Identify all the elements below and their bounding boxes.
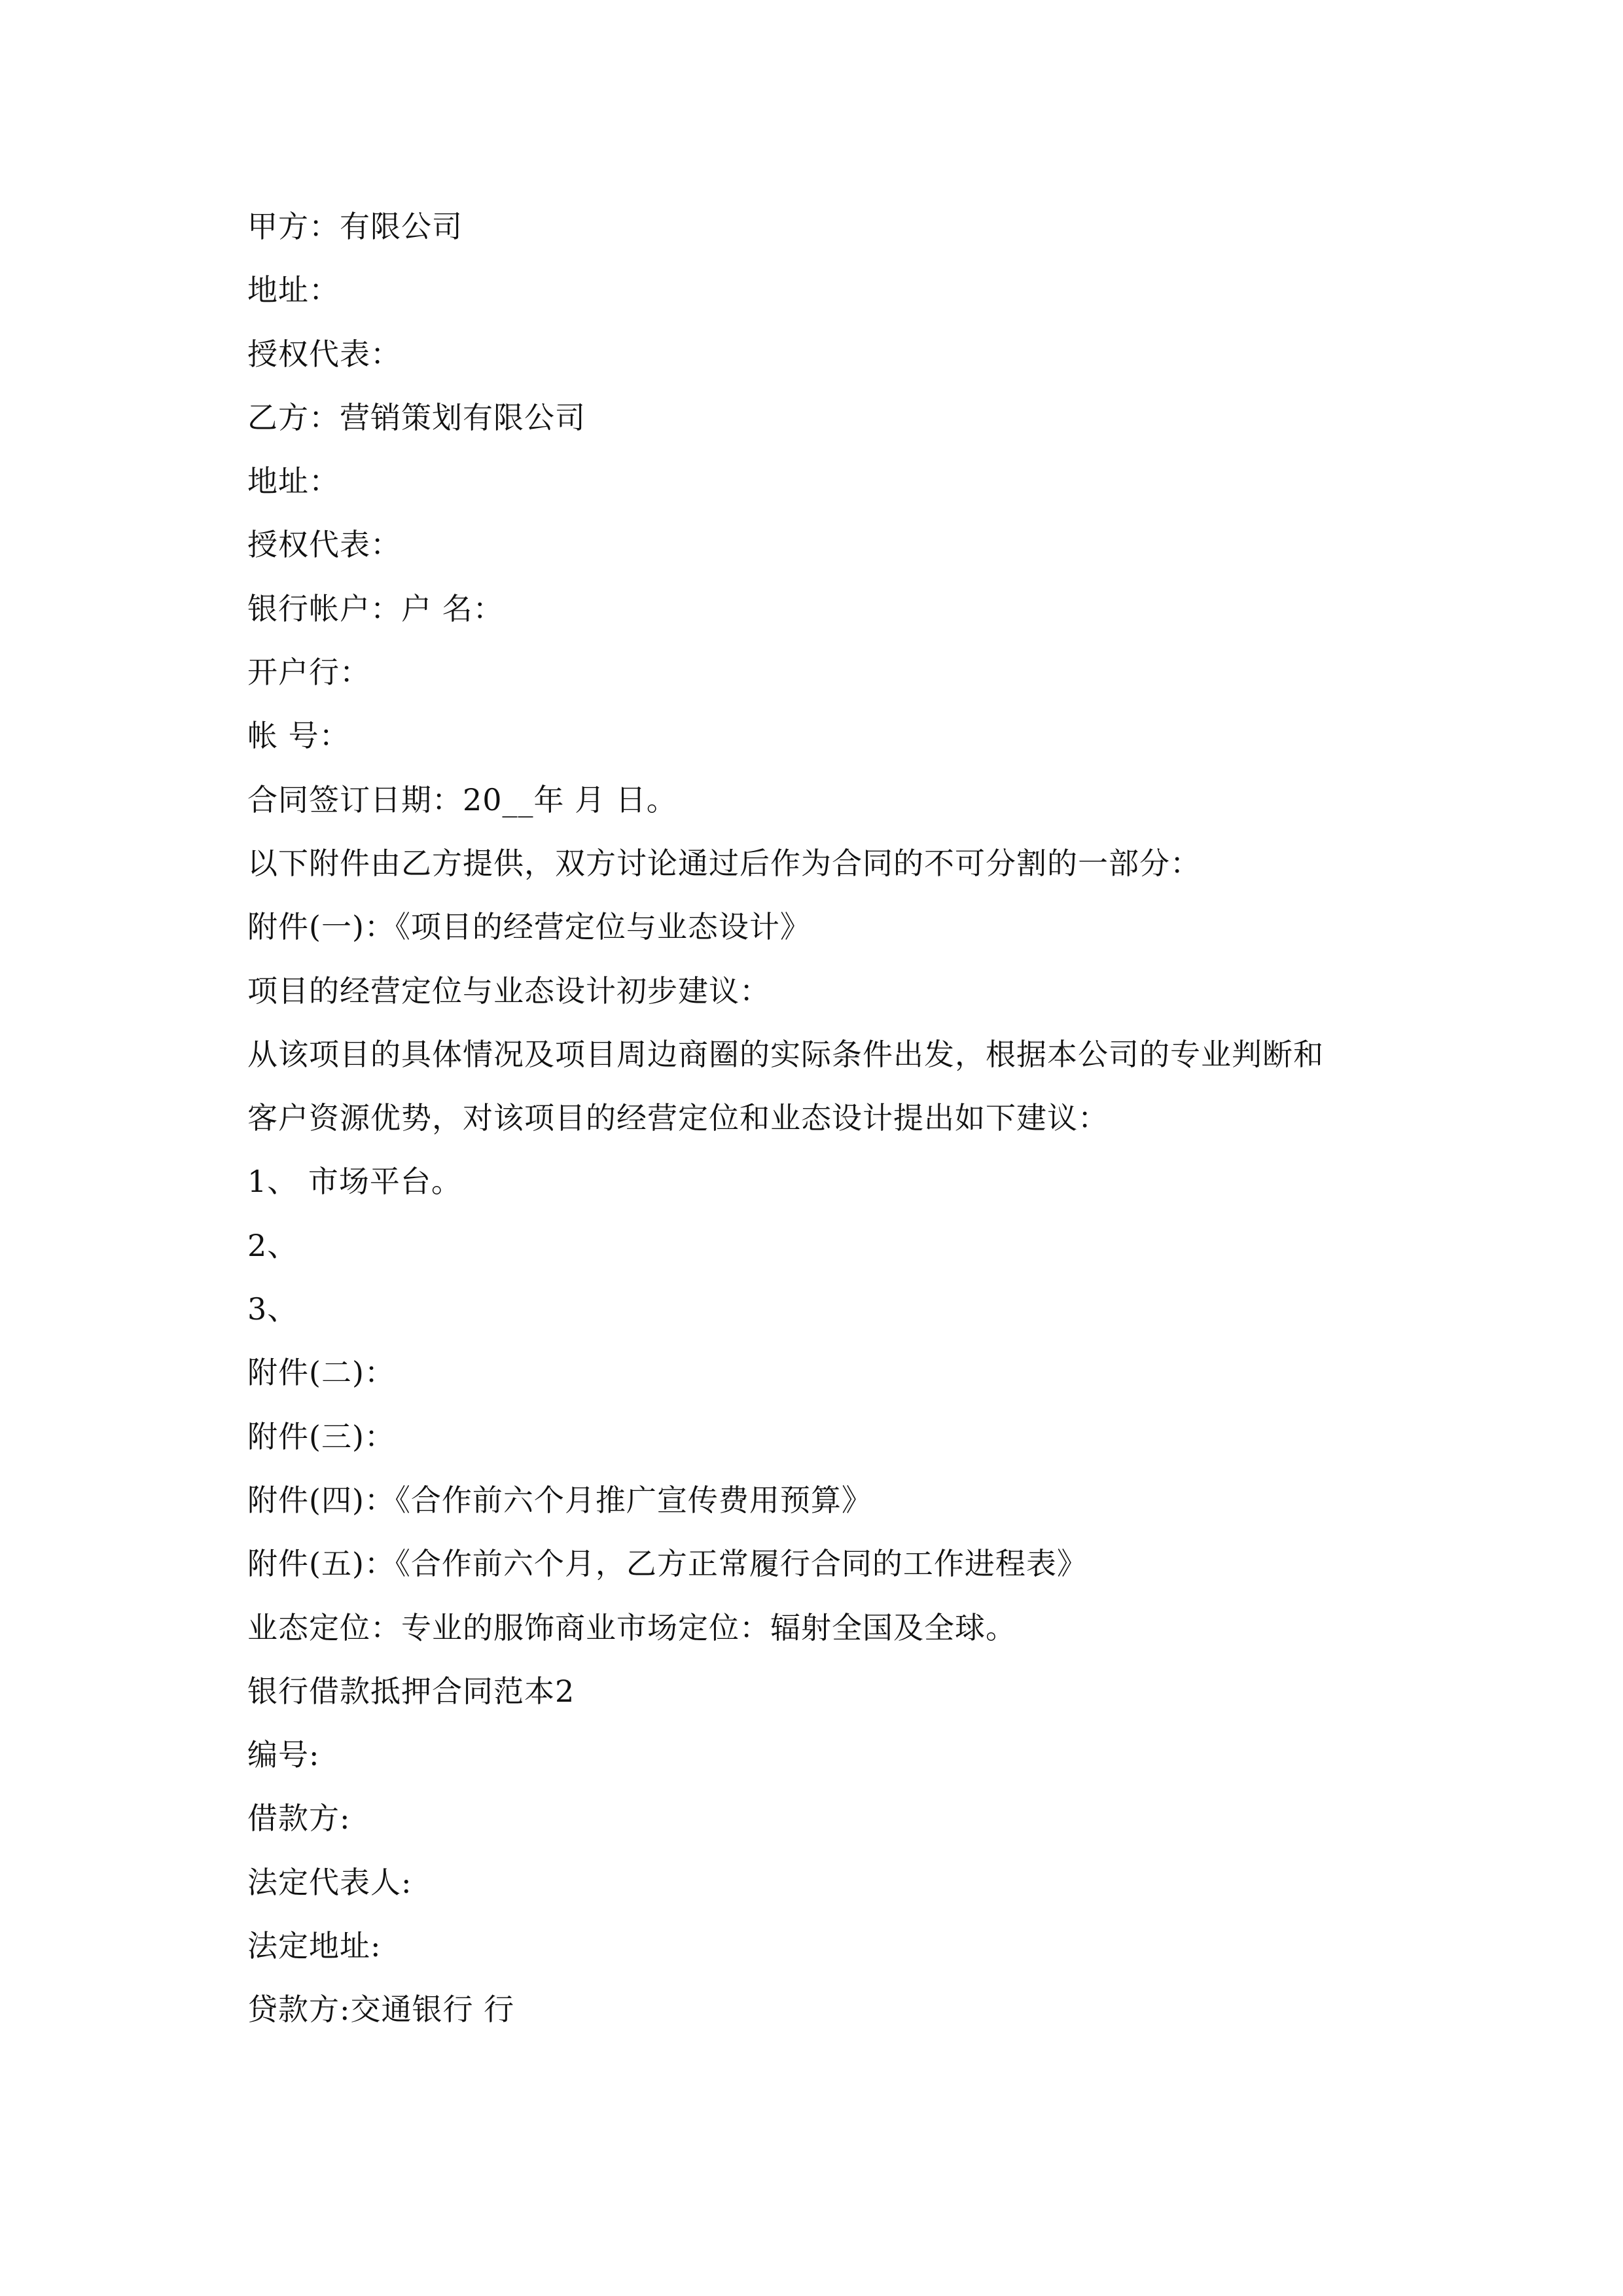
legal-representative-line: 法定代表人:	[247, 1864, 412, 1900]
party-a-line: 甲方：有限公司	[247, 209, 463, 244]
attachment-5-line: 附件(五)：《合作前六个月，乙方正常履行合同的工作进程表》	[247, 1546, 1088, 1582]
list-item-2: 2、	[247, 1227, 298, 1263]
lender-line: 贷款方:交通银行 行	[247, 1992, 515, 2028]
attachment-4-line: 附件(四)：《合作前六个月推广宣传费用预算》	[247, 1482, 872, 1518]
party-a-address-line: 地址：	[247, 272, 340, 308]
section-title-line: 银行借款抵押合同范本2	[247, 1673, 575, 1709]
business-positioning-line: 业态定位：专业的服饰商业市场定位：辐射全国及全球。	[247, 1609, 1016, 1645]
attachments-intro-line: 以下附件由乙方提供，双方讨论通过后作为合同的不可分割的一部分：	[247, 845, 1201, 881]
bank-branch-line: 开户行：	[247, 655, 370, 691]
party-b-line: 乙方：营销策划有限公司	[247, 399, 586, 435]
contract-number-line: 编号:	[247, 1737, 320, 1773]
bank-account-line: 银行帐户：户 名：	[247, 590, 504, 626]
account-number-line: 帐 号：	[247, 718, 350, 754]
borrower-line: 借款方:	[247, 1801, 351, 1837]
document-body	[247, 195, 1386, 2042]
legal-address-line: 法定地址:	[247, 1928, 382, 1964]
attachment-2-line: 附件(二)：	[247, 1355, 395, 1391]
party-b-representative-line: 授权代表：	[247, 527, 401, 563]
proposal-paragraph-line-1: 从该项目的具体情况及项目周边商圈的实际条件出发，根据本公司的专业判断和	[247, 1036, 1324, 1072]
attachment-3-line: 附件(三)：	[247, 1418, 395, 1454]
proposal-paragraph-line-2: 客户资源优势，对该项目的经营定位和业态设计提出如下建议：	[247, 1100, 1109, 1136]
attachment-1-line: 附件(一)：《项目的经营定位与业态设计》	[247, 909, 811, 945]
party-b-address-line: 地址：	[247, 463, 340, 499]
list-item-1: 1、 市场平台。	[247, 1164, 462, 1200]
signing-date-line: 合同签订日期：20__年 月 日。	[247, 781, 677, 817]
proposal-heading-line: 项目的经营定位与业态设计初步建议：	[247, 973, 770, 1009]
party-a-representative-line: 授权代表：	[247, 336, 401, 372]
list-item-3: 3、	[247, 1291, 298, 1327]
